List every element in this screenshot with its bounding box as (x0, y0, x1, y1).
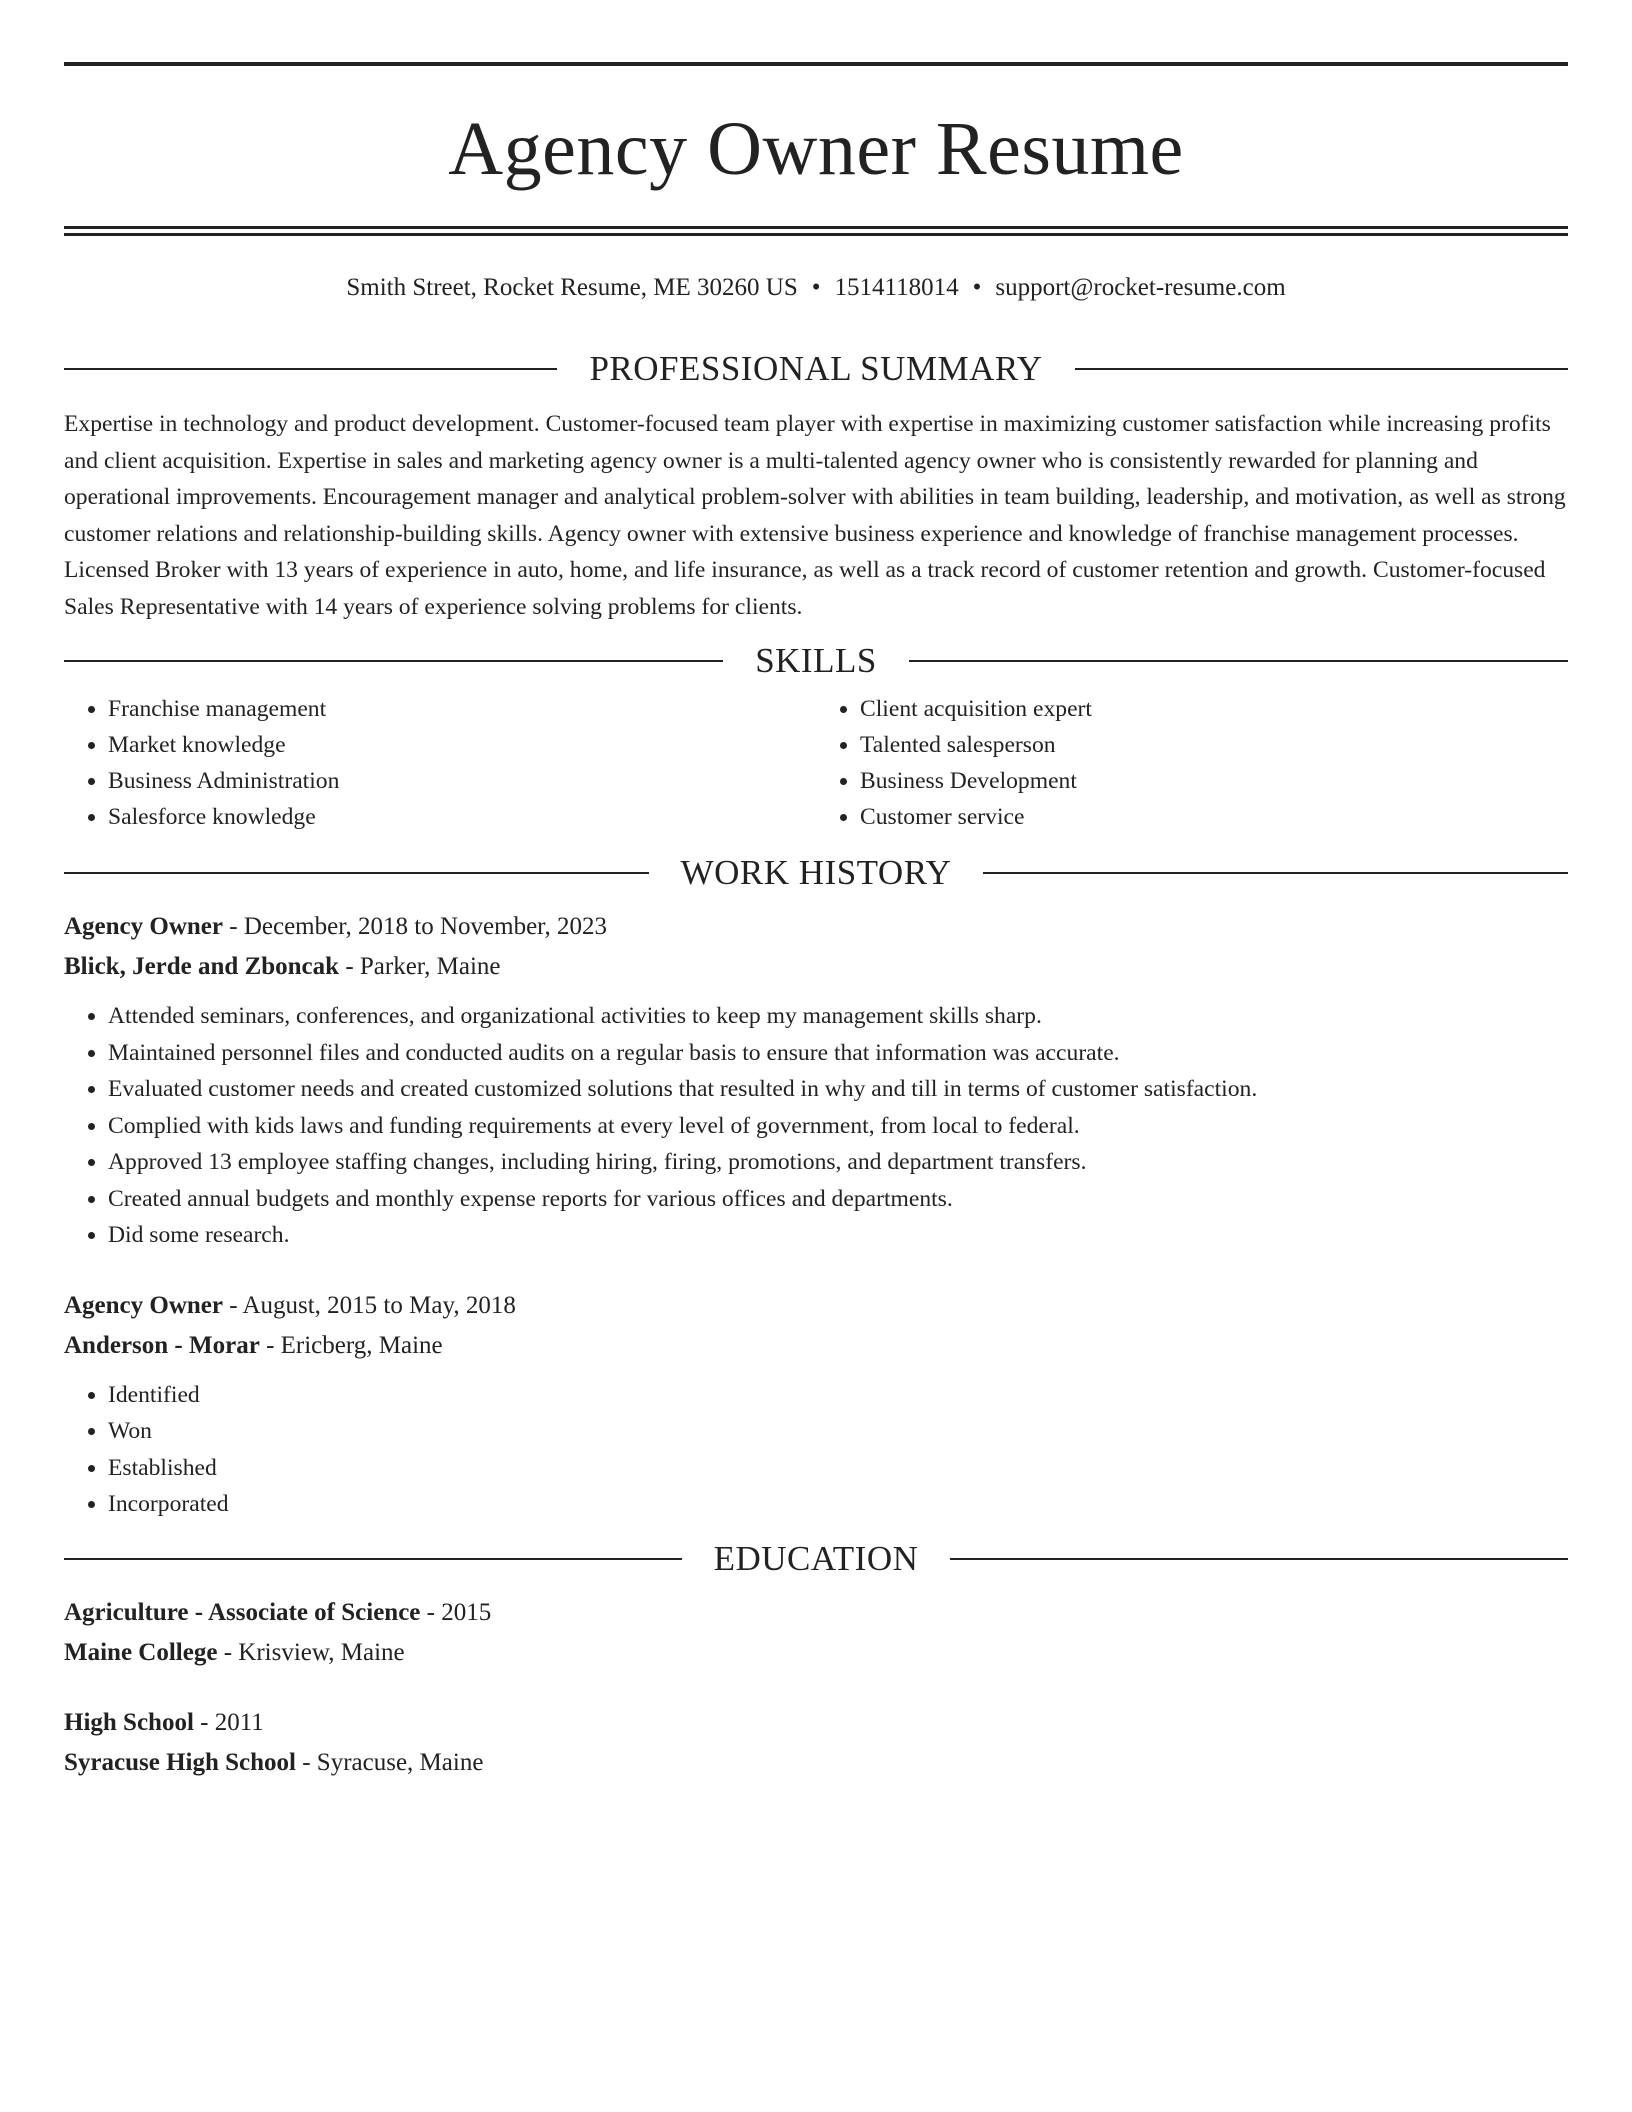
education-heading (64, 1537, 1568, 1581)
job-company-line (64, 1326, 1568, 1366)
summary-heading (64, 347, 1568, 391)
job-entry (64, 907, 1568, 1254)
education-location: - Krisview, Maine (217, 1638, 405, 1666)
contact-separator: • (972, 274, 982, 301)
job-bullet: • Created annual budgets and monthly expense reports for various offices and departments. (108, 1181, 1568, 1218)
skills-title: SKILLS (755, 641, 877, 680)
job-bullet: • Did some research. (108, 1217, 1568, 1254)
job-location: - Parker, Maine (339, 953, 501, 980)
skill-item: • Business Development (860, 763, 1568, 799)
heading-rule-left (64, 1558, 682, 1560)
contact-email: support@rocket-resume.com (995, 274, 1286, 301)
skills-list (64, 691, 1568, 835)
skill-item: • Franchise management (108, 691, 816, 727)
education-school-line (64, 1633, 1568, 1673)
job-bullet: • Approved 13 employee staffing changes, including hiring, firing, promotions, and department transfers. (108, 1144, 1568, 1181)
skill-item: • Client acquisition expert (860, 691, 1568, 727)
top-rule (64, 62, 1568, 66)
job-bullet: • Maintained personnel files and conducted audits on a regular basis to ensure that information was accurate. (108, 1035, 1568, 1072)
education-school: Syracuse High School (64, 1748, 296, 1776)
job-company: Blick, Jerde and Zboncak (64, 953, 340, 980)
skill-item: • Business Administration (108, 763, 816, 799)
job-dates: - December, 2018 to November, 2023 (223, 913, 607, 940)
contact-address: Smith Street, Rocket Resume, ME 30260 US (346, 274, 798, 301)
job-role-line (64, 1286, 1568, 1326)
education-school-line (64, 1743, 1568, 1783)
job-bullets (64, 1377, 1568, 1523)
job-bullet: • Identified (108, 1377, 1568, 1414)
job-bullet: • Complied with kids laws and funding requirements at every level of government, from local to federal. (108, 1108, 1568, 1145)
job-role: Agency Owner (64, 913, 223, 940)
job-company-line (64, 947, 1568, 987)
education-year: - 2011 (193, 1708, 264, 1736)
work-heading (64, 851, 1568, 895)
heading-rule-right (950, 1558, 1568, 1560)
resume-title: Agency Owner Resume (448, 107, 1184, 191)
education-degree-line (64, 1593, 1568, 1633)
skill-item: • Talented salesperson (860, 727, 1568, 763)
job-bullet: • Evaluated customer needs and created customized solutions that resulted in why and till in terms of customer satisfaction. (108, 1071, 1568, 1108)
education-school: Maine College (64, 1638, 218, 1666)
skills-column-right (816, 691, 1568, 835)
skills-heading (64, 639, 1568, 683)
education-degree: High School (64, 1708, 194, 1736)
job-role-line (64, 907, 1568, 947)
job-bullet: • Won (108, 1413, 1568, 1450)
heading-rule-right (983, 872, 1568, 874)
skills-column-left (64, 691, 816, 835)
skill-item: • Market knowledge (108, 727, 816, 763)
resume-page (64, 62, 1568, 1783)
double-rule (64, 226, 1568, 236)
job-bullet: • Established (108, 1450, 1568, 1487)
education-title: EDUCATION (713, 1538, 919, 1578)
heading-rule-left (64, 368, 557, 370)
skill-item: • Customer service (860, 799, 1568, 835)
contact-line (64, 272, 1568, 304)
contact-separator: • (811, 274, 821, 301)
skill-item: • Salesforce knowledge (108, 799, 816, 835)
education-entry (64, 1593, 1568, 1673)
heading-rule-left (64, 872, 649, 874)
job-dates: - August, 2015 to May, 2018 (223, 1291, 516, 1319)
contact-phone: 1514118014 (834, 274, 959, 301)
job-location: - Ericberg, Maine (259, 1331, 443, 1359)
heading-rule-right (909, 660, 1568, 662)
heading-rule-right (1075, 368, 1568, 370)
heading-rule-left (64, 660, 723, 662)
summary-text: Expertise in technology and product development. Customer-focused team player with expertise in maximizing customer satisfaction while increasing profits and client acquisition. Expertise in sales and marketing agency owner is a multi-talented agency owner who is consistently rewarded for planning and operational improvements. Encouragement manager and analytical problem-solver with abilities in team building, leadership, and motivation, as well as strong customer relations and relationship-building skills. Agency owner with extensive business experience and knowledge of franchise management processes. Licensed Broker with 13 years of experience in auto, home, and life insurance, as well as a track record of customer retention and growth. Customer-focused Sales Representative with 14 years of experience solving problems for clients. (64, 411, 1566, 620)
education-year: - 2015 (420, 1598, 492, 1626)
job-entry (64, 1286, 1568, 1523)
work-title: WORK HISTORY (680, 853, 952, 892)
job-bullet: • Incorporated (108, 1486, 1568, 1523)
job-bullet: • Attended seminars, conferences, and organizational activities to keep my management skills sharp. (108, 998, 1568, 1035)
summary-title: PROFESSIONAL SUMMARY (589, 349, 1043, 388)
education-entry (64, 1703, 1568, 1783)
job-bullets (64, 998, 1568, 1254)
education-degree: Agriculture - Associate of Science (64, 1598, 421, 1626)
education-location: - Syracuse, Maine (295, 1748, 484, 1776)
job-company: Anderson - Morar (64, 1331, 260, 1359)
education-degree-line (64, 1703, 1568, 1743)
job-role: Agency Owner (64, 1291, 223, 1319)
